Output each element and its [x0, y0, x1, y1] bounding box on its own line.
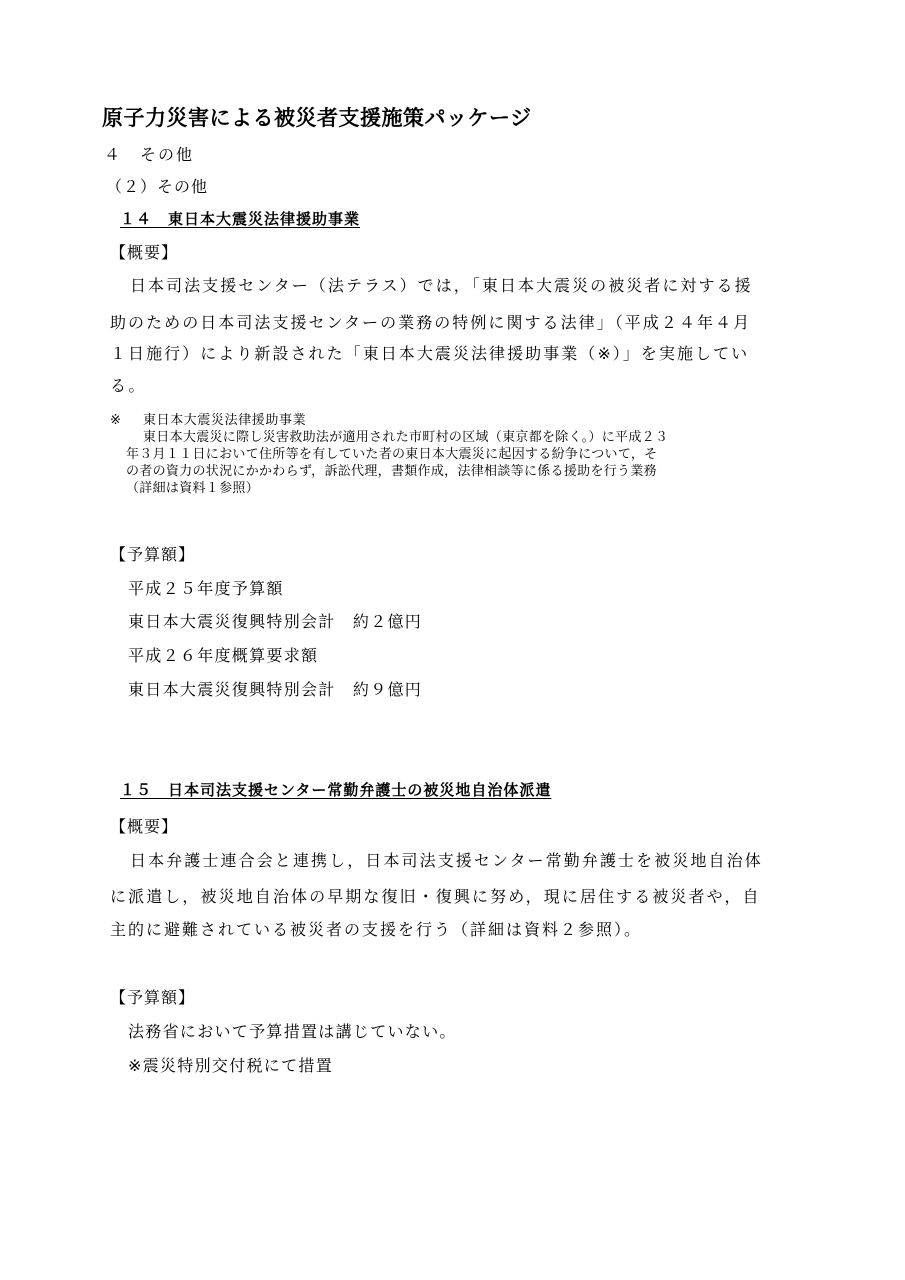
item15-budget-line-2: ※震災特別交付税にて措置: [128, 1056, 334, 1075]
item15-overview-line-1: 日本弁護士連合会と連携し，日本司法支援センター常勤弁護士を被災地自治体: [130, 851, 763, 870]
item14-note-line-1: 東日本大震災に際し災害救助法が適用された市町村の区域（東京都を除く。）に平成２３: [143, 430, 669, 445]
item14-budget-line-1: 平成２５年度予算額: [128, 579, 284, 598]
item14-budget-label: 【予算額】: [110, 545, 196, 564]
item14-budget-line-2: 東日本大震災復興特別会計 約２億円: [128, 612, 423, 631]
item14-note-line-4: （詳細は資料１参照）: [126, 481, 260, 496]
item14-overview-line-4: る。: [110, 376, 147, 395]
item14-note-mark: ※: [110, 413, 122, 428]
item14-note-line-3: の者の資力の状況にかかわらず，訴訟代理，書類作成，法律相談等に係る援助を行う業務: [126, 464, 657, 479]
subsection-heading: （２）その他: [106, 177, 209, 196]
item14-overview-line-2: 助のための日本司法支援センターの業務の特例に関する法律」（平成２４年４月: [110, 313, 752, 332]
item15-budget-line-1: 法務省において予算措置は講じていない。: [128, 1022, 457, 1041]
item15-heading: １５ 日本司法支援センター常勤弁護士の被災地自治体派遣: [120, 781, 552, 799]
item14-heading: １４ 東日本大震災法律援助事業: [120, 210, 361, 228]
item15-overview-line-3: 主的に避難されている被災者の支援を行う（詳細は資料２参照）。: [110, 920, 643, 939]
item15-overview-label: 【概要】: [110, 817, 179, 836]
item14-overview-line-1: 日本司法支援センター（法テラス）では，「東日本大震災の被災者に対する援: [130, 276, 753, 295]
section-heading: ４ その他: [104, 145, 195, 164]
page-title: 原子力災害による被災者支援施策パッケージ: [102, 106, 532, 130]
item15-overview-line-2: に派遣し，被災地自治体の早期な復旧・復興に努め，現に居住する被災者や，自: [110, 887, 761, 906]
item14-overview-label: 【概要】: [110, 243, 179, 262]
item14-budget-line-3: 平成２６年度概算要求額: [128, 646, 319, 665]
item14-note-title: 東日本大震災法律援助事業: [143, 413, 307, 428]
item14-overview-line-3: １日施行）により新設された「東日本大震災法律援助事業（※）」を実施してい: [110, 344, 750, 363]
item14-budget-line-4: 東日本大震災復興特別会計 約９億円: [128, 680, 423, 699]
item14-note-line-2: 年３月１１日において住所等を有していた者の東日本大震災に起因する紛争について，そ: [126, 447, 658, 462]
item15-budget-label: 【予算額】: [110, 988, 196, 1007]
